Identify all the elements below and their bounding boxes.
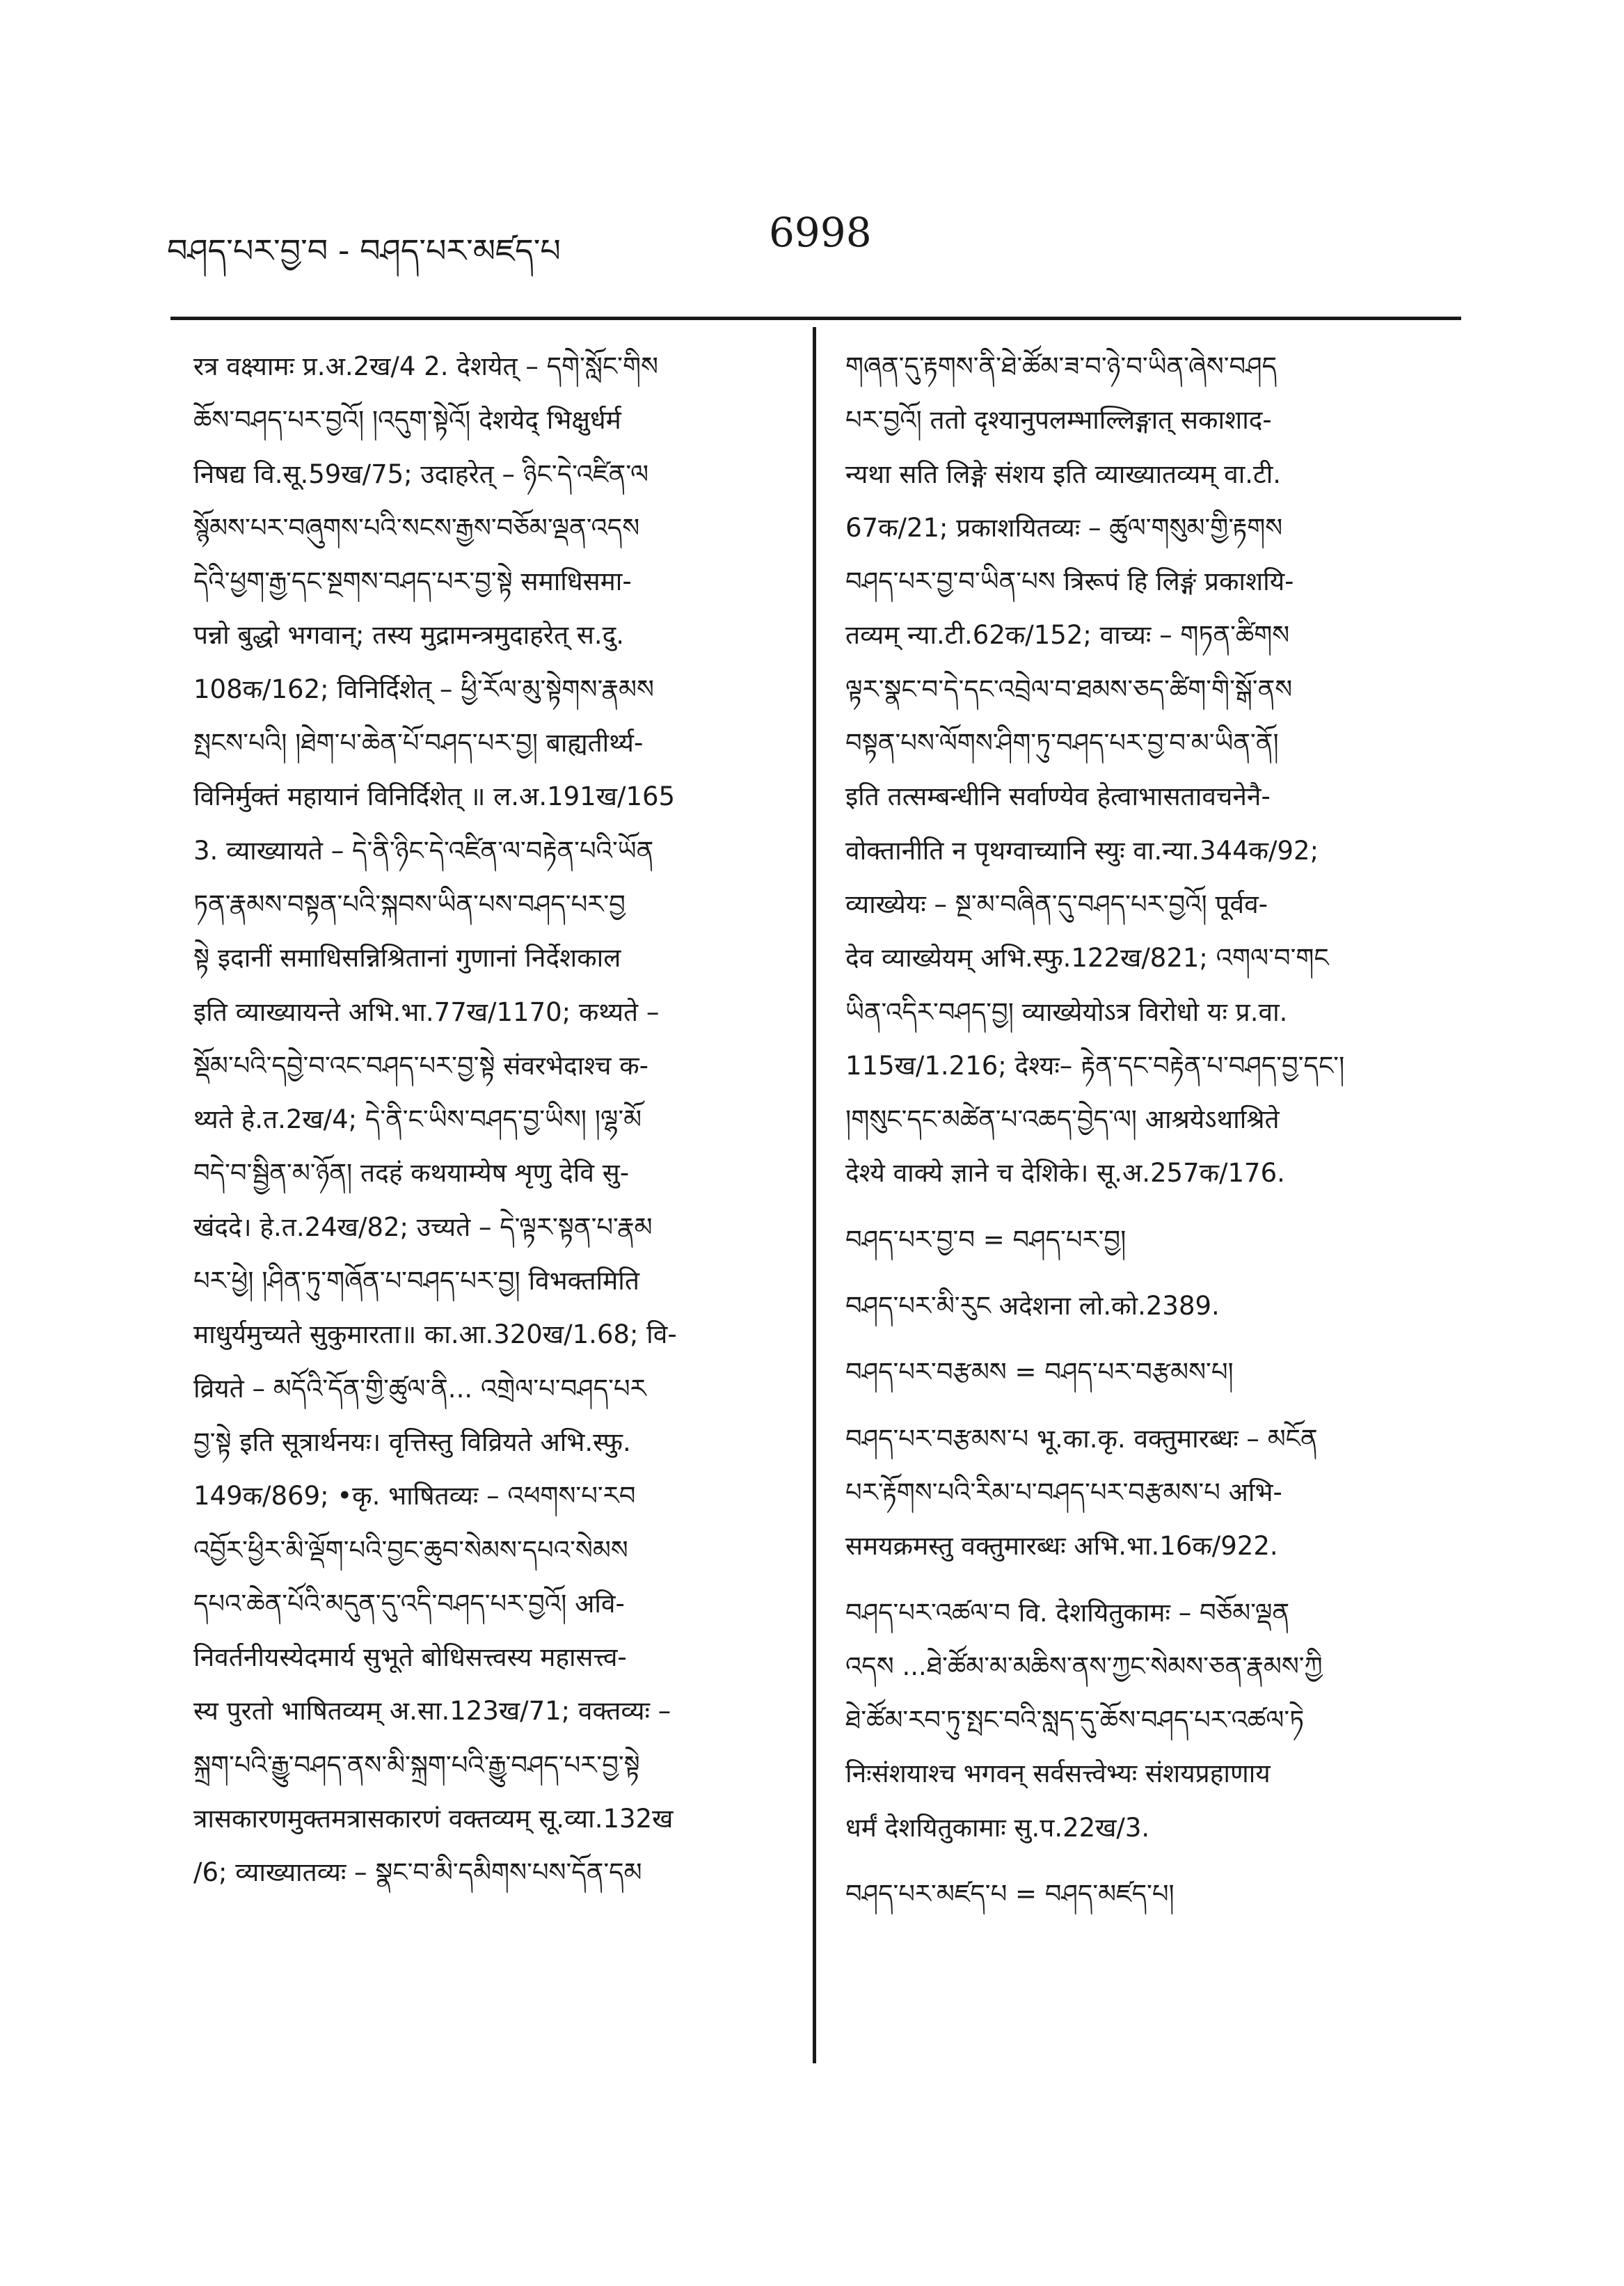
- text-line: इति तत्सम्बन्धीनि सर्वाण्येव हेत्वाभासतावचनेनै-: [845, 781, 1271, 812]
- entry-line: समयक्रमस्तु वक्तुमारब्धः अभि.भा.16क/922.: [845, 1531, 1278, 1562]
- entry-spacer: [845, 1200, 1458, 1213]
- text-line: विनिर्मुक्तं महायानं विनिर्दिशेत् ॥ ल.अ.191ख/165: [193, 781, 676, 812]
- text-line: 108क/162; विनिर्दिशेत् – ཕྱི་རོལ་མུ་སྟེགས་རྣམས: [193, 674, 654, 704]
- dictionary-entry: [845, 1345, 1458, 1399]
- text-line: निवर्तनीयस्येदमार्य सुभूते बोधिसत्त्वस्य महासत्त्व-: [193, 1642, 627, 1673]
- entry-spacer: [845, 1333, 1458, 1345]
- text-line: 67क/21; प्रकाशयितव्यः – ཚུལ་གསུམ་གྱི་རྟགས: [845, 512, 1283, 543]
- text-line: तव्यम् न्या.टी.62क/152; वाच्यः – གཏན་ཚིགས: [845, 620, 1290, 651]
- entry-line: བཤད་པར་མི་རུང अदेशना लो.को.2389.: [845, 1291, 1220, 1321]
- text-line: སྤངས་པའི། །ཐེག་པ་ཆེན་པོ་བཤད་པར་བྱ། बाह्यतीर्थ्य-: [193, 728, 644, 759]
- text-line: ཏན་རྣམས་བསྟན་པའི་སྐབས་ཡིན་པས་བཤད་པར་བྱ: [193, 889, 626, 919]
- entry-line: འདས ...ཐེ་ཚོམ་མ་མཆིས་ནས་ཀྱང་སེམས་ཅན་རྣམས་ཀྱི: [845, 1651, 1323, 1681]
- text-line: སྡོམ་པའི་དབྱེ་བ་འང་བཤད་པར་བྱ་སྟེ संवरभेदाश्च क-: [193, 1050, 649, 1081]
- text-line: སྐྲག་པའི་རྒྱུ་བཤད་ནས་མི་སྐྲག་པའི་རྒྱུ་བཤད་པར་བྱ་སྟེ: [193, 1749, 640, 1780]
- entry-line: པར་རྟོགས་པའི་རིམ་པ་བཤད་པར་བརྩམས་པ अभि-: [845, 1477, 1282, 1507]
- text-line: །གསུང་དང་མཚེན་པ་འཆད་བྱེད་ལ། आश्रयेऽथाश्रिते: [845, 1104, 1280, 1135]
- dictionary-entry: [845, 1586, 1458, 1855]
- text-line: न्यथा सति लिङ्गे संशय इति व्याख्यातव्यम् वा.टी.: [845, 459, 1282, 489]
- entry-line: བཤད་པར་བརྩམས་པ भू.का.कृ. वक्तुमारब्धः – མངོན: [845, 1423, 1318, 1454]
- entry-line: धर्मं देशयितुकामाः सु.प.22ख/3.: [845, 1812, 1150, 1843]
- text-line: བཤད་པར་བྱ་བ་ཡིན་པས त्रिरूपं हि लिङ्गं प्रकाशयि-: [845, 566, 1294, 597]
- text-line: देश्ये वाक्ये ज्ञाने च देशिके। सू.अ.257क/176.: [845, 1158, 1285, 1189]
- page-number: 6998: [769, 209, 872, 256]
- entry-spacer: [845, 1855, 1458, 1867]
- running-head: བཤད་པར་བྱ་བ - བཤད་པར་མཛད་པ: [167, 232, 561, 269]
- text-line: སྙོམས་པར་བཞུགས་པའི་སངས་རྒྱས་བཅོམ་ལྡན་འདས: [193, 512, 640, 543]
- text-line: माधुर्यमुच्यते सुकुमारता॥ का.आ.320ख/1.68; वि-: [193, 1319, 677, 1350]
- entry-line: བཤད་པར་བརྩམས = བཤད་པར་བརྩམས་པ།: [845, 1357, 1234, 1388]
- text-line: བདེ་བ་སྦྱིན་མ་ཉོན། तदहं कथयाम्येष शृणु देवि सु-: [193, 1158, 630, 1189]
- dictionary-entry: [845, 1412, 1458, 1573]
- column-divider: [813, 327, 816, 2063]
- text-line: གཞན་དུ་རྟགས་ནི་ཐེ་ཚོམ་ཟ་བ་ཉེ་བ་ཡིན་ཞེས་བཤད: [845, 351, 1277, 381]
- text-line: त्रासकारणमुक्तमत्रासकारणं वक्तव्यम् सू.व्या.132ख: [193, 1804, 674, 1834]
- entry-spacer: [845, 1573, 1458, 1586]
- text-line: 115ख/1.216; देश्यः– རྟེན་དང་བརྟེན་པ་བཤད་བྱ་དང་།: [845, 1050, 1345, 1081]
- dictionary-entry: [845, 1867, 1458, 1921]
- text-line: रत्र वक्ष्यामः प्र.अ.2ख/4 2. देशयेत् – དགེ་སློང་གིས: [193, 351, 658, 381]
- text-line: པར་བྱའོ། ततो दृश्यानुपलम्भाल्लिङ्गात् सकाशाद-: [845, 405, 1272, 436]
- text-line: देव व्याख्येयम् अभि.स्फु.122ख/821; འགལ་བ་གང: [845, 943, 1329, 974]
- dictionary-entry: [845, 1213, 1458, 1267]
- header-rule: [170, 317, 1461, 320]
- entry-line: བཤད་པར་འཚལ་བ वि. देशयितुकामः – བཅོམ་ལྡན: [845, 1597, 1290, 1628]
- text-line: वोक्तानीति न पृथग्वाच्यानि स्युः वा.न्या.344क/92;: [845, 835, 1319, 866]
- dictionary-entry: [845, 1279, 1458, 1333]
- entry-line: བཤད་པར་མཛད་པ = བཤད་མཛད་པ།: [845, 1879, 1175, 1910]
- text-line: इति व्याख्यायन्ते अभि.भा.77ख/1170; कथ्यते –: [193, 997, 660, 1027]
- entry-line: निःसंशयाश्च भगवन् सर्वसत्त्वेभ्यः संशयप्रहाणाय: [845, 1759, 1271, 1789]
- text-line: 3. व्याख्यायते – དེ་ནི་ཉིང་དེ་འཛིན་ལ་བརྟེན་པའི་ཡོན: [193, 835, 654, 866]
- text-line: བྱ་སྟེ इति सूत्रार्थनयः। वृत्तिस्तु विव्रियते अभि.स्फु.: [193, 1427, 631, 1457]
- right-column: [845, 340, 1458, 1921]
- text-line: पन्नो बुद्धो भगवान्; तस्य मुद्रामन्त्रमुदाहरेत् स.दु.: [193, 620, 625, 651]
- text-line: དེའི་ཕྱག་རྒྱ་དང་སྔགས་བཤད་པར་བྱ་སྟེ समाधिसमा-: [193, 566, 632, 597]
- text-line: व्याख्येयः – སྔ་མ་བཞིན་དུ་བཤད་པར་བྱའོ། पूर्वव-: [845, 889, 1268, 919]
- entry-line: ཐེ་ཚོམ་རབ་ཏུ་སྤང་བའི་སླད་དུ་ཆོས་བཤད་པར་འཚལ་ཏེ: [845, 1705, 1305, 1736]
- text-line: थ्यते हे.त.2ख/4; དེ་ནི་ང་ཡིས་བཤད་བྱ་ཡིས། །ལྷ་མོ: [193, 1104, 642, 1135]
- left-column: [193, 340, 792, 1900]
- entry-spacer: [845, 1399, 1458, 1412]
- text-line: དཔའ་ཆེན་པོའི་མདུན་དུ་འདི་བཤད་པར་བྱའོ། अवि-: [193, 1588, 625, 1619]
- page-header: [167, 209, 1461, 269]
- text-line: ཆོས་བཤད་པར་བྱའོ། །འདུག་སྟེའོ། देशयेद् भिक्षुर्धर्म: [193, 405, 621, 436]
- text-line: 149क/869; •कृ. भाषितव्यः – འཕགས་པ་རབ: [193, 1481, 636, 1511]
- text-line: ལྟར་སྣང་བ་དེ་དང་འབྲེལ་བ་ཐམས་ཅད་ཚིག་གི་སྒོ་ནས: [845, 674, 1293, 704]
- text-line: འབྱོར་ཕྱིར་མི་ལྡོག་པའི་བྱང་ཆུབ་སེམས་དཔའ་སེམས: [193, 1534, 628, 1565]
- text-line: खंददे। हे.त.24ख/82; उच्यते – དེ་ལྟར་སྟན་པ་རྣམ: [193, 1212, 653, 1242]
- text-line: निषद्य वि.सू.59ख/75; उदाहरेत् – ཉིང་དེ་འཛིན་ལ: [193, 459, 649, 489]
- text-line: /6; व्याख्यातव्यः – སྣང་བ་མི་དམིགས་པས་དོན་དམ: [193, 1857, 642, 1888]
- entry-spacer: [845, 1267, 1458, 1279]
- text-line: སྟེ इदानीं समाधिसन्निश्रितानां गुणानां निर्देशकाल: [193, 943, 621, 974]
- text-line: ཡིན་འདིར་བཤད་བྱ། व्याख्येयोऽत्र विरोधो यः प्र.वा.: [845, 997, 1288, 1027]
- text-line: स्य पुरतो भाषितव्यम् अ.सा.123ख/71; वक्तव्यः –: [193, 1696, 671, 1727]
- entry-line: བཤད་པར་བྱ་བ = བཤད་པར་བྱ།: [845, 1224, 1127, 1255]
- text-line: व्रियते – མདོའི་དོན་གྱི་ཚུལ་ནི... འགྲེལ་པ་བཤད་པར: [193, 1373, 646, 1404]
- text-line: པར་ཕྱེ། །ཤིན་ཏུ་གཞོན་པ་བཤད་པར་བྱ། विभक्तमिति: [193, 1266, 639, 1296]
- text-line: བསྟན་པས་ལོགས་ཤིག་ཏུ་བཤད་པར་བྱ་བ་མ་ཡིན་ནོ།: [845, 728, 1279, 759]
